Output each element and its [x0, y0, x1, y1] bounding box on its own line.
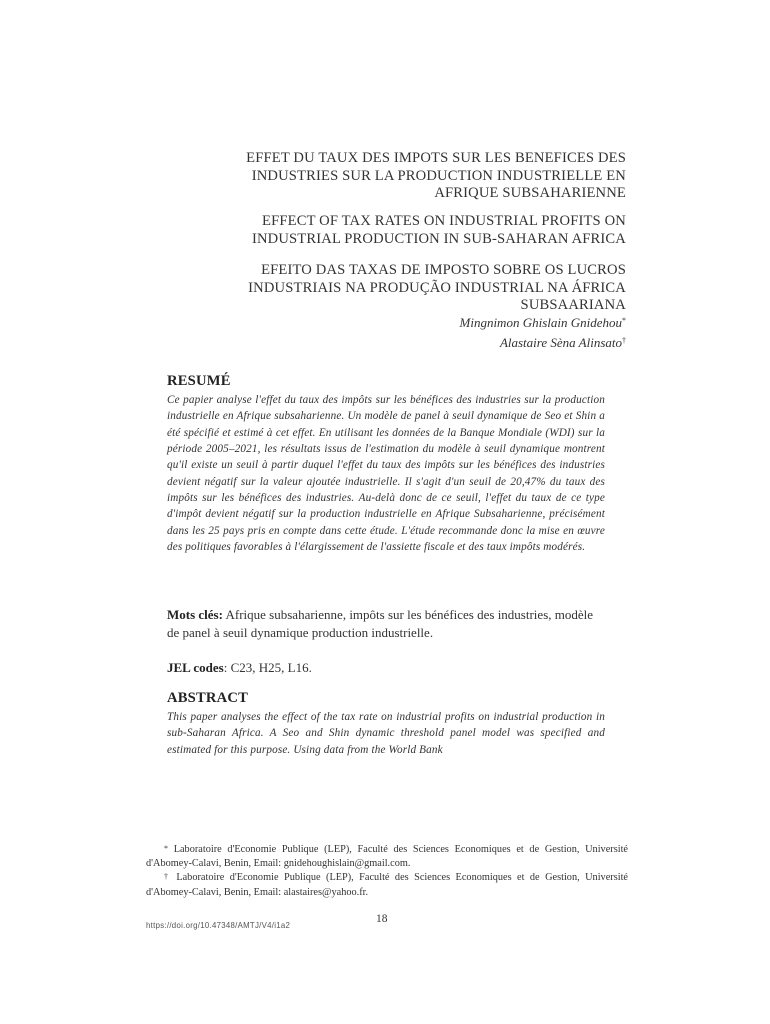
- resume-body: Ce papier analyse l'effet du taux des impôts sur les bénéfices des industries sur la production industrielle en Afrique subsaharienne. Un modèle de panel à seuil dynamique de Seo et Shin a été spécifié et estimé à cet effet. En utilisant les données de la Banque Mondiale (WDI) sur la période 2005–2021, les résultats issus de l'estimation du modèle à seuil dynamique montrent qu'il existe un seuil à partir duquel l'effet du taux des impôts sur les bénéfices des industries devient négatif sur la valeur ajoutée industrielle. Il s'agit d'un seuil de 20,47% du taux des impôts sur les bénéfices des industries. Au-delà donc de ce seuil, l'effet du taux de ce type d'impôt devient négatif sur la production industrielle en Afrique Subsaharienne, précisément dans les 25 pays pris en compte dans cette étude. L'étude recommande donc la mise en œuvre des politiques favorables à l'élargissement de l'assiette fiscale et des taux impôts modérés.: [167, 394, 605, 554]
- title-line: AFRIQUE SUBSAHARIENNE: [434, 185, 626, 202]
- title-line: SUBSAARIANA: [520, 297, 626, 314]
- footnote-text: Laboratoire d'Economie Publique (LEP), Faculté des Sciences Economiques et de Gestion, Université d'Abomey-Calavi, Benin, Email: alastaires@yahoo.fr.: [146, 872, 629, 898]
- jel-codes: [167, 659, 312, 677]
- title-line: EFFET DU TAUX DES IMPOTS SUR LES BENEFICES DES: [246, 150, 626, 166]
- author-name: [380, 313, 626, 333]
- doi-link[interactable]: https://doi.org/10.47348/AMTJ/V4/i1a2: [146, 921, 291, 930]
- portuguese-title: [180, 262, 626, 315]
- keywords-label: Mots clés:: [167, 607, 223, 622]
- author-list: [380, 313, 626, 353]
- french-title: [180, 150, 626, 203]
- author-name-text: Alastaire Sèna Alinsato: [499, 335, 622, 350]
- title-line: EFEITO DAS TAXAS DE IMPOSTO SOBRE OS LUCROS: [261, 262, 626, 278]
- title-line: INDUSTRIAIS NA PRODUÇÃO INDUSTRIAL NA ÁFRICA: [248, 279, 626, 296]
- author-name: [380, 333, 626, 353]
- footnote-mark: *: [164, 844, 168, 853]
- title-line: EFFECT OF TAX RATES ON INDUSTRIAL PROFITS ON: [262, 213, 626, 229]
- english-title: [180, 213, 626, 248]
- author-name-text: Mingnimon Ghislain Gnidehou: [459, 315, 622, 330]
- resume-heading: RESUMÉ: [167, 373, 231, 389]
- keywords-text: Afrique subsaharienne, impôts sur les bénéfices des industries, modèle de panel à seuil dynamique production industrielle.: [167, 607, 594, 640]
- author-footnote-mark: †: [622, 336, 626, 345]
- footnote-mark: †: [164, 872, 171, 882]
- page-number: 18: [376, 913, 388, 925]
- title-line: INDUSTRIAL PRODUCTION IN SUB-SAHARAN AFRICA: [251, 230, 626, 247]
- jel-label: JEL codes: [167, 660, 224, 675]
- footnote: [146, 871, 628, 899]
- jel-text: : C23, H25, L16.: [223, 660, 312, 675]
- abstract-body: This paper analyses the effect of the tax rate on industrial profits on industrial production in sub-Saharan Africa. A Seo and Shin dynamic threshold panel model was specified and estimated for this purpose. Using data from the World Bank: [167, 711, 605, 756]
- keywords: [167, 606, 607, 642]
- title-line: INDUSTRIES SUR LA PRODUCTION INDUSTRIELLE EN: [251, 167, 626, 184]
- footnote: [146, 843, 628, 871]
- abstract-heading: ABSTRACT: [167, 690, 249, 706]
- footnote-text: Laboratoire d'Economie Publique (LEP), Faculté des Sciences Economiques et de Gestion, Université d'Abomey-Calavi, Benin, Email: gnidehoughislain@gmail.com.: [146, 844, 629, 870]
- author-footnote-mark: *: [622, 316, 626, 325]
- footnotes: [146, 843, 628, 900]
